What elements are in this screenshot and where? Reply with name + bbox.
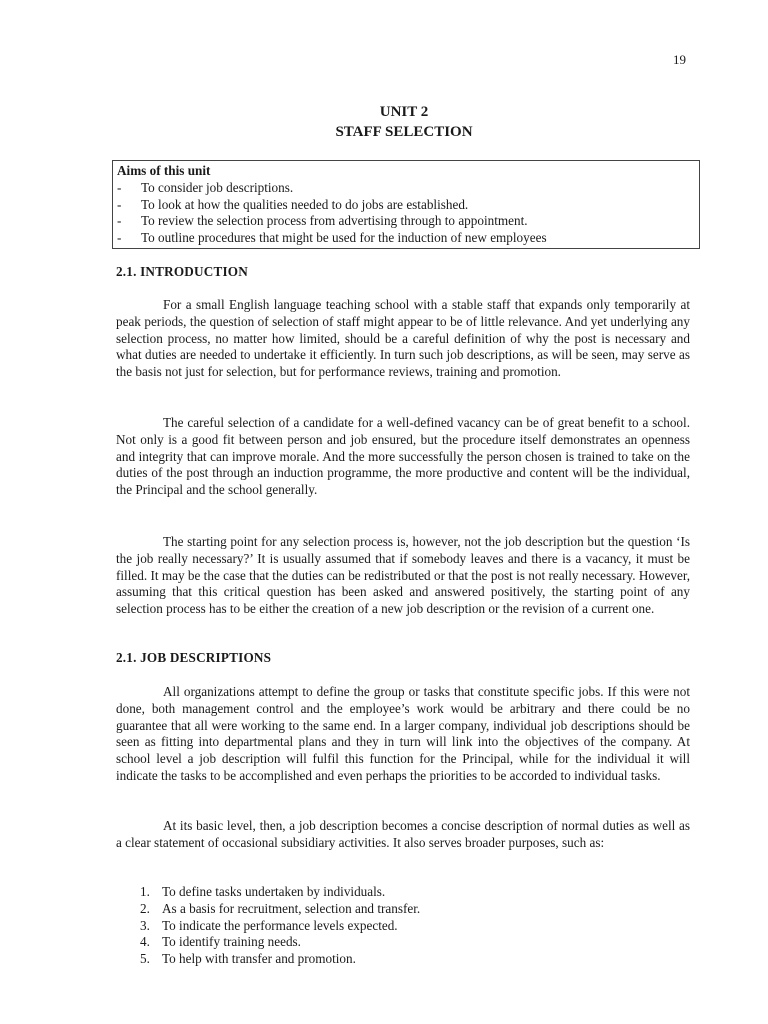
paragraph: The careful selection of a candidate for a well-defined vacancy can be of great benefit to a school. Not only is a good fit between person and job ensured, but the procedure itself demonstrates an openness and integrity that can improve morale. And the more successfully the person chosen is trained to take on the duties of the post through an induction programme, the more productive and content will be the individual, the Principal and the school generally.	[116, 415, 690, 498]
aims-item-text: To review the selection process from advertising through to appointment.	[141, 213, 528, 229]
aims-title: Aims of this unit	[117, 163, 211, 178]
list-number: 2.	[140, 900, 150, 916]
list-item	[140, 951, 420, 968]
list-number: 1.	[140, 884, 150, 899]
section-heading-introduction: 2.1. INTRODUCTION	[116, 264, 248, 279]
aims-bullet: -	[117, 179, 122, 195]
aims-item-text: To consider job descriptions.	[141, 179, 294, 195]
unit-number: UNIT 2	[379, 104, 429, 120]
aims-item	[117, 197, 699, 214]
list-item	[140, 934, 420, 951]
paragraph: For a small English language teaching school with a stable staff that expands only temporarily at peak periods, the question of selection of staff might appear to be of little relevance. And yet underlying any selection process, no matter how limited, should be a careful definition of why the post is necessary and what duties are needed to undertake it efficiently. In turn such job descriptions, as will be seen, may serve as the basis not just for selection, but for performance reviews, training and promotion.	[116, 297, 690, 380]
aims-bullet: -	[117, 230, 122, 246]
aims-box	[112, 160, 700, 249]
aims-item	[117, 213, 699, 230]
aims-bullet: -	[117, 213, 122, 229]
purposes-list	[140, 884, 420, 968]
paragraph: The starting point for any selection process is, however, not the job description but the question ‘Is the job really necessary?’ It is usually assumed that if somebody leaves and there is a vacancy, it must be filled. It may be the case that the duties can be redistributed or that the post is not really necessary. However, assuming that this critical question has been asked and answered positively, the starting point of any selection process has to be either the creation of a new job description or the revision of a current one.	[116, 534, 690, 617]
list-number: 5.	[140, 951, 150, 967]
aims-item	[117, 180, 699, 197]
list-item-text: To define tasks undertaken by individuals.	[162, 884, 386, 899]
list-item-text: To help with transfer and promotion.	[162, 951, 356, 967]
section-heading-job-descriptions: 2.1. JOB DESCRIPTIONS	[116, 650, 272, 665]
aims-item-text: To outline procedures that might be used for the induction of new employees	[141, 230, 547, 246]
list-number: 4.	[140, 934, 150, 950]
list-item-text: To indicate the performance levels expected.	[162, 917, 398, 933]
aims-item-text: To look at how the qualities needed to do jobs are established.	[141, 196, 469, 212]
list-item	[140, 884, 420, 901]
list-item	[140, 918, 420, 935]
unit-heading	[0, 102, 768, 142]
list-item-text: As a basis for recruitment, selection and transfer.	[162, 900, 421, 916]
paragraph: All organizations attempt to define the group or tasks that constitute specific jobs. If this were not done, both management control and the employee’s work would be arbitrary and there could be no guarantee that all were working to the same end. In a larger company, individual job descriptions should be seen as fitting into departmental plans and they in turn will link into the objectives of the company. At school level a job description will fulfil this function for the Principal, while for the individual it will indicate the tasks to be accomplished and even perhaps the priorities to be accorded to individual tasks.	[116, 684, 690, 783]
page-number: 19	[673, 52, 686, 67]
aims-item	[117, 230, 699, 247]
list-item-text: To identify training needs.	[162, 934, 301, 950]
aims-bullet: -	[117, 196, 122, 212]
list-number: 3.	[140, 917, 150, 933]
paragraph: At its basic level, then, a job description becomes a concise description of normal duties as well as a clear statement of occasional subsidiary activities. It also serves broader purposes, such as:	[116, 818, 690, 850]
list-item	[140, 901, 420, 918]
unit-title: STAFF SELECTION	[335, 124, 473, 140]
